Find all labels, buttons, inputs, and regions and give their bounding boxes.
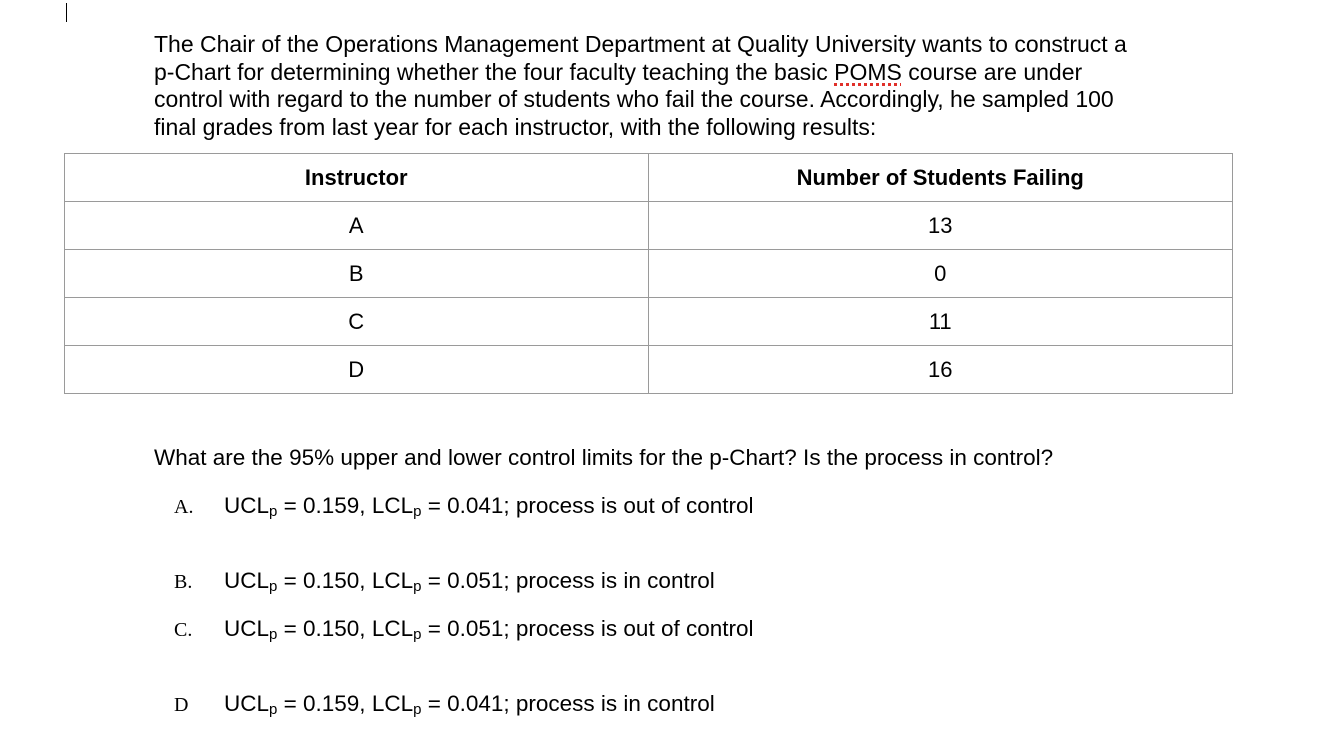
failing-cell: 11 [648, 298, 1233, 346]
ucl-label: UCL [224, 568, 270, 593]
ucl-value: = 0.159, [277, 691, 372, 716]
intro-line-2-head: p-Chart for determining whether the four faculty teaching the basic [154, 58, 835, 85]
spellcheck-flagged-word[interactable]: POMS [834, 58, 902, 85]
option-text [224, 691, 824, 717]
table-row [65, 298, 1233, 346]
ucl-value: = 0.150, [277, 616, 372, 641]
table-row [65, 202, 1233, 250]
lcl-subscript: p [413, 701, 422, 718]
lcl-label: LCL [371, 616, 414, 641]
table-row [65, 346, 1233, 394]
column-header-instructor: Instructor [65, 154, 649, 202]
instructor-cell: D [65, 346, 649, 394]
intro-line-4: final grades from last year for each instructor, with the following results: [154, 113, 877, 140]
option-letter: D [174, 694, 189, 716]
instructor-cell: C [65, 298, 649, 346]
failing-students-table [64, 153, 1233, 394]
failing-cell: 0 [648, 250, 1233, 298]
ucl-subscript: p [269, 578, 278, 595]
lcl-subscript: p [413, 503, 422, 520]
option-text [224, 616, 764, 642]
lcl-label: LCL [371, 691, 414, 716]
option-text [224, 493, 764, 519]
ucl-value: = 0.159, [277, 493, 372, 518]
lcl-subscript: p [413, 626, 422, 643]
column-header-failing: Number of Students Failing [648, 154, 1233, 202]
lcl-label: LCL [371, 493, 414, 518]
failing-cell: 16 [648, 346, 1233, 394]
text-cursor [66, 3, 67, 22]
lcl-value: = 0.041; process is out of control [421, 493, 754, 518]
intro-line-2-tail: course are under [901, 58, 1083, 85]
table-row [65, 250, 1233, 298]
table-header-row [65, 154, 1233, 202]
option-text [224, 568, 824, 594]
intro-line-2 [154, 59, 1254, 87]
instructor-cell: A [65, 202, 649, 250]
option-letter: B. [174, 571, 193, 593]
lcl-value: = 0.051; process is in control [421, 568, 715, 593]
question-text: What are the 95% upper and lower control limits for the p-Chart? Is the process in control? [154, 445, 1054, 470]
lcl-value: = 0.041; process is in control [421, 691, 715, 716]
ucl-label: UCL [224, 691, 270, 716]
intro-line-3: control with regard to the number of students who fail the course. Accordingly, he sampled 100 [154, 86, 1114, 112]
ucl-subscript: p [269, 503, 278, 520]
problem-statement [154, 31, 1254, 141]
lcl-value: = 0.051; process is out of control [421, 616, 754, 641]
instructor-cell: B [65, 250, 649, 298]
ucl-label: UCL [224, 493, 270, 518]
lcl-subscript: p [413, 578, 422, 595]
lcl-label: LCL [371, 568, 414, 593]
ucl-value: = 0.150, [277, 568, 372, 593]
ucl-subscript: p [269, 701, 278, 718]
ucl-label: UCL [224, 616, 270, 641]
ucl-subscript: p [269, 626, 278, 643]
option-letter: C. [174, 619, 193, 641]
intro-line-1: The Chair of the Operations Management Department at Quality University wants to construct a [154, 31, 1127, 57]
failing-cell: 13 [648, 202, 1233, 250]
option-letter: A. [174, 496, 194, 518]
